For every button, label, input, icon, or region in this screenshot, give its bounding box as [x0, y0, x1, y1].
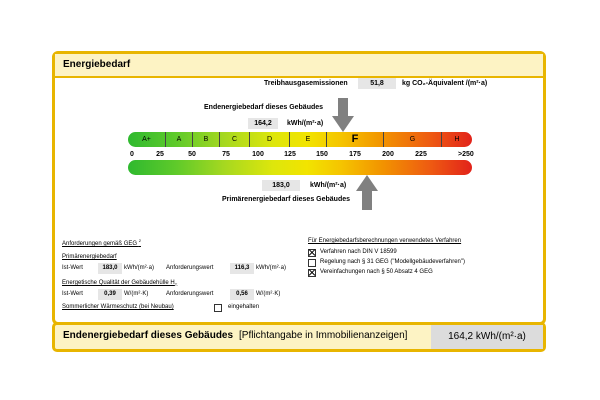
- panel-title: Energiebedarf: [63, 59, 131, 70]
- scale-class-c: C: [220, 132, 250, 147]
- scale-tick-label: >250: [458, 151, 474, 158]
- primary-req-unit: kWh/(m²·a): [256, 265, 286, 271]
- methods-heading: Für Energiebedarfsberechnungen verwendetes Verfahren: [308, 238, 462, 244]
- envelope-heading: Energetische Qualität der Gebäudehülle $H_T$: [62, 280, 178, 288]
- end-energy-label: Endenergiebedarf dieses Gebäudes: [204, 104, 324, 111]
- primary-energy-arrow-icon: [356, 175, 378, 211]
- scale-tick-label: 200: [382, 151, 394, 158]
- co2-value: 51,8: [358, 78, 396, 89]
- primary-energy-unit: kWh/(m²·a): [310, 182, 347, 189]
- envelope-req-label: Anforderungswert: [166, 291, 214, 297]
- scale-tick-label: 25: [156, 151, 164, 158]
- primary-energy-value: 183,0: [262, 180, 300, 191]
- scale-class-f: F: [327, 132, 384, 147]
- scale-tick-label: 125: [284, 151, 296, 158]
- primary-ist-unit: kWh/(m²·a): [124, 265, 154, 271]
- scale-class-d: D: [250, 132, 290, 147]
- primary-energy-label: Primärenergiebedarf dieses Gebäudes: [222, 196, 350, 203]
- primary-req-label: Anforderungswert: [166, 265, 214, 271]
- co2-label: Treibhausgasemissionen: [264, 80, 348, 87]
- footer-note: [Pflichtangabe in Immobilienanzeigen]: [239, 330, 408, 341]
- scale-class-a: A: [166, 132, 193, 147]
- panel-header: [55, 54, 543, 78]
- primary-ist-value: 183,0: [98, 263, 122, 274]
- envelope-req-unit: W/(m²·K): [256, 291, 281, 297]
- footer-bar: [52, 322, 546, 352]
- requirements-heading: Anforderungen gemäß GEG $^2$: [62, 238, 141, 247]
- envelope-ist-unit: W/(m²·K): [124, 291, 149, 297]
- primary-energy-scale-bar: [128, 160, 472, 175]
- co2-unit: kg CO₂-Äquivalent /(m²·a): [402, 80, 488, 87]
- scale-class-e: E: [290, 132, 327, 147]
- method-label: Verfahren nach DIN V 18599: [320, 249, 397, 255]
- method-label: Regelung nach § 31 GEG ("Modellgebäudeverfahren"): [320, 259, 466, 265]
- footer-title: Endenergiebedarf dieses Gebäudes: [63, 330, 234, 341]
- footer-value: 164,2 kWh/(m²·a): [431, 325, 543, 349]
- scale-tick-label: 75: [222, 151, 230, 158]
- envelope-req-value: 0,56: [230, 289, 254, 300]
- envelope-ist-label: Ist-Wert: [62, 291, 83, 297]
- end-energy-arrow-icon: [332, 98, 354, 134]
- summer-protection-label: Sommerlicher Wärmeschutz (bei Neubau): [62, 304, 174, 310]
- scale-tick-label: 150: [316, 151, 328, 158]
- summer-protection-checkbox[interactable]: [214, 304, 222, 312]
- end-energy-value: 164,2: [248, 118, 278, 129]
- method-checkbox[interactable]: [308, 259, 316, 267]
- scale-class-g: G: [384, 132, 442, 147]
- primary-requirement-heading: Primärenergiebedarf: [62, 254, 117, 260]
- envelope-ist-value: 0,39: [98, 289, 122, 300]
- scale-class-a-plus: A+: [128, 132, 166, 147]
- scale-tick-label: 225: [415, 151, 427, 158]
- energy-scale-bar: [128, 132, 472, 147]
- primary-req-value: 116,3: [230, 263, 254, 274]
- method-label: Vereinfachungen nach § 50 Absatz 4 GEG: [320, 269, 433, 275]
- end-energy-unit: kWh/(m²·a): [287, 120, 324, 127]
- scale-tick-label: 0: [130, 151, 134, 158]
- method-checkbox[interactable]: [308, 269, 316, 277]
- scale-tick-label: 50: [188, 151, 196, 158]
- summer-protection-check-label: eingehalten: [228, 304, 260, 310]
- method-checkbox[interactable]: [308, 249, 316, 257]
- scale-tick-label: 175: [349, 151, 361, 158]
- scale-class-b: B: [193, 132, 220, 147]
- scale-class-h: H: [454, 136, 460, 143]
- primary-ist-label: Ist-Wert: [62, 265, 83, 271]
- scale-tick-label: 100: [252, 151, 264, 158]
